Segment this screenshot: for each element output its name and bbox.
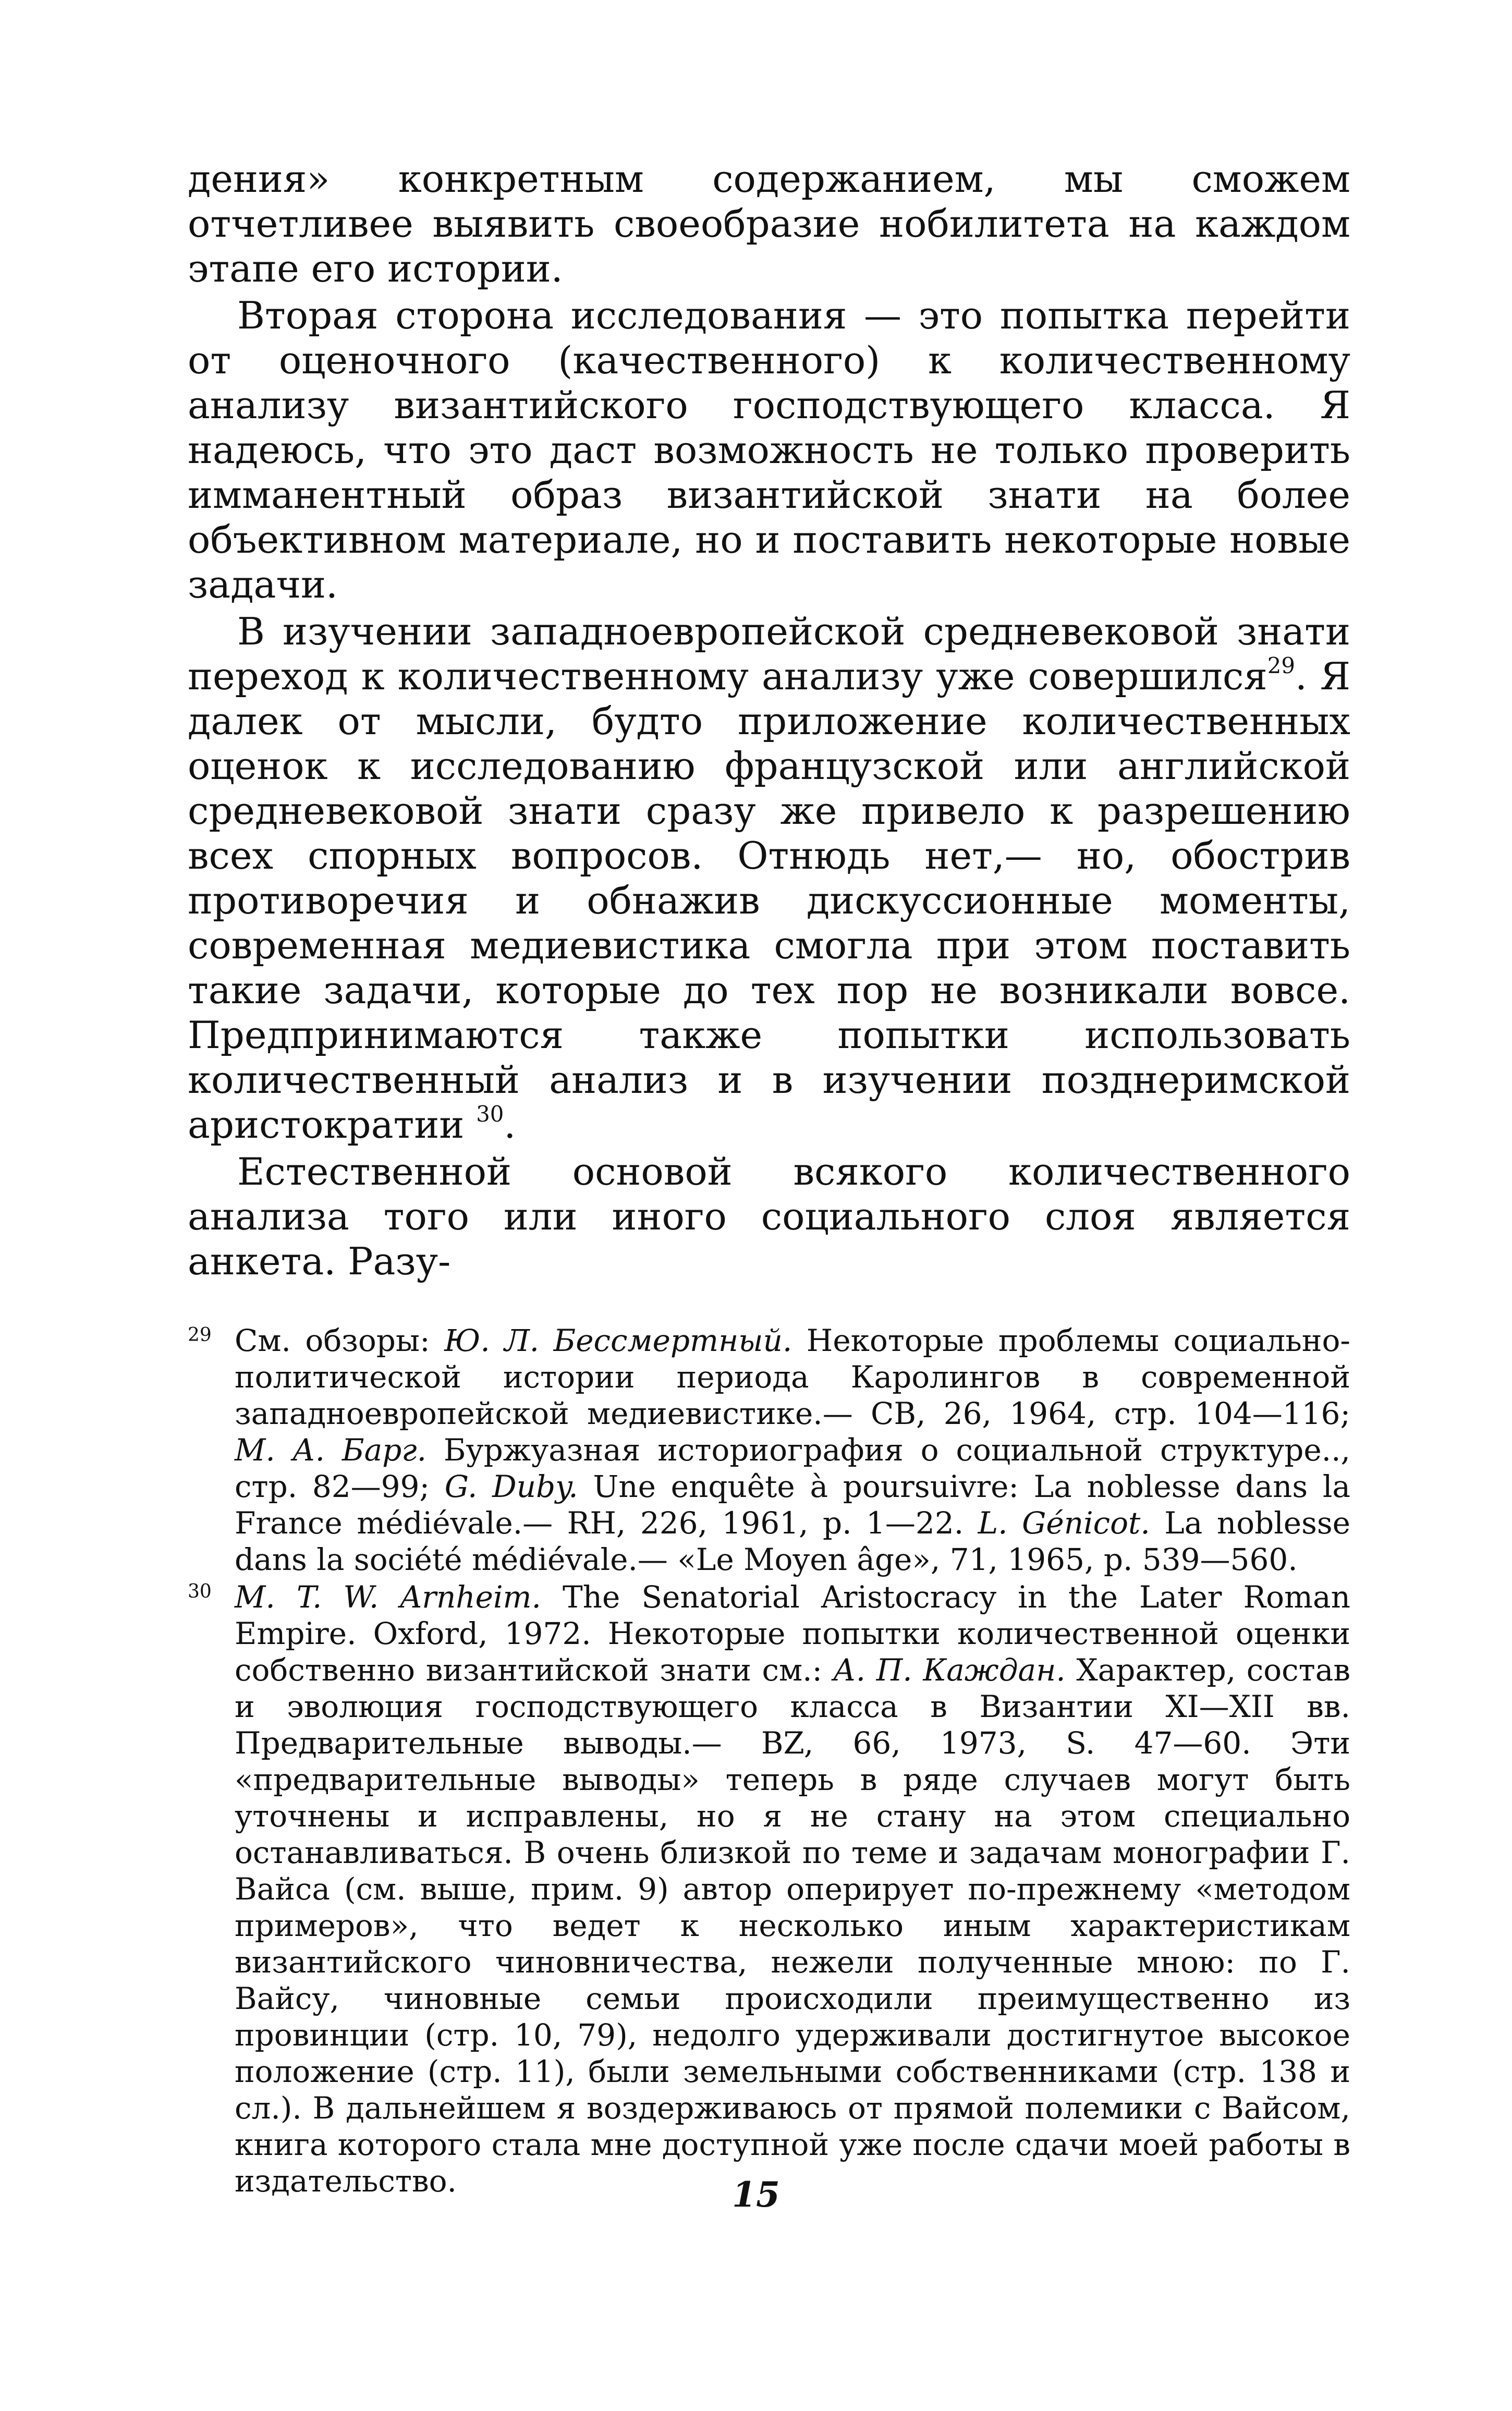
footnotes xyxy=(188,1322,1350,2199)
footnote-29-part: См. обзоры: xyxy=(235,1323,445,1358)
paragraph-1 xyxy=(188,156,1350,291)
paragraph-3 xyxy=(188,609,1350,1147)
footnote-ref-29[interactable]: 29 xyxy=(1267,652,1295,678)
footnote-30-number: 30 xyxy=(188,1581,212,1602)
footnote-29 xyxy=(188,1322,1350,1578)
footnote-29-part: Некоторые проблемы социально-политической истории периода Каролингов в современной западноевропейской медиевистике.— СВ, 26, 1964, стр. 104—116; xyxy=(235,1323,1351,1431)
footnote-29-part: La noblesse dans la société médiévale.— «Le Moyen âge», 71, 1965, p. 539—560. xyxy=(235,1505,1350,1577)
page-number: 15 xyxy=(732,2174,780,2215)
footnote-30-author: M. T. W. Arnheim. xyxy=(235,1579,541,1615)
paragraph-3-text-a: В изучении западноевропейской средневековой знати переход к количественному анализу уже совершился xyxy=(188,610,1350,698)
paragraph-2 xyxy=(188,293,1350,607)
footnote-30 xyxy=(188,1579,1350,2199)
footnote-30-part: Характер, состав и эволюция господствующего класса в Византии XI—XII вв. Предварительные выводы.— BZ, 66, 1973, S. 47—60. Эти «предварительные выводы» теперь в ряде случаев могут быть уточнены и исправлены, но я не стану на этом специально останавливаться. В очень близкой по теме и задачам монографии Г. Вайса (см. выше, прим. 9) автор оперирует по-прежнему «методом примеров», что ведет к несколько иным характеристикам византийского чиновничества, нежели полученные мною: по Г. Вайсу, чиновные семьи происходили преимущественно из провинции (стр. 10, 79), недолго удерживали достигнутое высокое положение (стр. 11), были земельными собственниками (стр. 138 и сл.). В дальнейшем я воздерживаюсь от прямой полемики с Вайсом, книга которого стала мне доступной уже после сдачи моей работы в издательство. xyxy=(235,1652,1350,2199)
footnote-29-author: Ю. Л. Бессмертный. xyxy=(444,1323,792,1358)
footnote-29-number: 29 xyxy=(188,1324,212,1346)
paragraph-3-text-b: . Я далек от мысли, будто приложение количественных оценок к исследованию французской или английской средневековой знати сразу же привело к разрешению всех спорных вопросов. Отнюдь нет,— но, обострив противоречия и обнажив дискуссионные моменты, современная медиевистика смогла при этом поставить такие задачи, которые до тех пор не возникали вовсе. Предпринимаются также попытки использовать количественный анализ и в изучении позднеримской аристократии xyxy=(188,654,1351,1147)
footnote-29-part: Буржуазная историография о социальной структуре.., стр. 82—99; xyxy=(235,1432,1350,1504)
footnote-29-author: L. Génicot. xyxy=(978,1505,1150,1541)
footnote-ref-30[interactable]: 30 xyxy=(476,1101,504,1127)
footnote-29-author: G. Duby. xyxy=(444,1469,578,1504)
paragraph-4 xyxy=(188,1149,1350,1284)
paragraph-3-text-c: . xyxy=(504,1103,516,1147)
paragraph-4-text: Естественной основой всякого количественного анализа того или иного социального слоя является анкета. Разу- xyxy=(188,1150,1350,1283)
footnote-29-part: Une enquête à poursuivre: La noblesse dans la France médiévale.— RH, 226, 1961, p. 1—22. xyxy=(235,1469,1350,1541)
footnote-30-author: А. П. Каждан. xyxy=(833,1652,1066,1688)
paragraph-1-text: дения» конкретным содержанием, мы сможем отчетливее выявить своеобразие нобилитета на каждом этапе его истории. xyxy=(188,157,1350,290)
page-content xyxy=(188,156,1350,2200)
paragraph-2-text: Вторая сторона исследования — это попытка перейти от оценочного (качественного) к количественному анализу византийского господствующего класса. Я надеюсь, что это даст возможность не только проверить имманентный образ византийской знати на более объективном материале, но и поставить некоторые новые задачи. xyxy=(188,294,1350,606)
footnote-29-author: М. А. Барг. xyxy=(235,1432,427,1468)
footnote-30-part: The Senatorial Aristocracy in the Later Roman Empire. Oxford, 1972. Некоторые попытки количественной оценки собственно византийской знати см.: xyxy=(235,1579,1350,1688)
